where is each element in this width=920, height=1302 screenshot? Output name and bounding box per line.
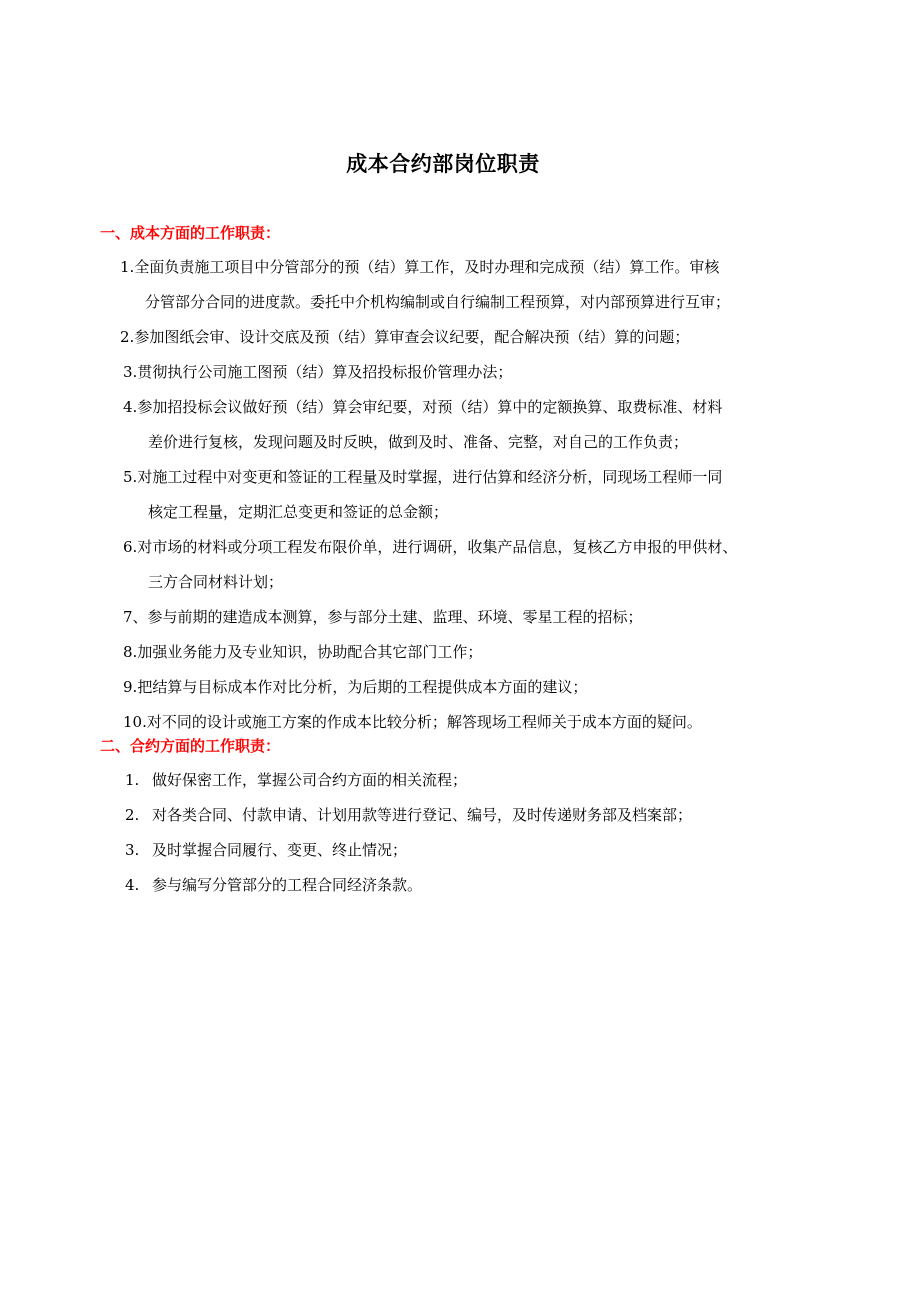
list-item bbox=[120, 250, 731, 311]
item-number: 9. bbox=[123, 678, 138, 696]
item-text-continued: 差价进行复核，发现问题及时反映，做到及时、准备、完整，对自己的工作负责； bbox=[148, 433, 689, 451]
item-text: 对不同的设计或施工方案的作成本比较分析；解答现场工程师关于成本方面的疑问。 bbox=[146, 713, 702, 731]
section-heading-contract: 二、合约方面的工作职责： bbox=[100, 737, 281, 755]
item-text: 及时掌握合同履行、变更、终止情况； bbox=[152, 841, 408, 859]
item-number: 3. bbox=[125, 841, 140, 859]
list-item bbox=[123, 670, 587, 705]
list-item bbox=[123, 355, 512, 390]
item-number: 4. bbox=[125, 876, 140, 894]
list-item bbox=[125, 833, 407, 868]
list-item bbox=[123, 390, 723, 451]
section-heading-cost: 一、成本方面的工作职责： bbox=[100, 224, 281, 242]
item-text: 做好保密工作，掌握公司合约方面的相关流程； bbox=[152, 771, 468, 789]
list-item bbox=[123, 600, 643, 635]
item-number: 2. bbox=[125, 806, 140, 824]
list-item bbox=[125, 798, 692, 833]
list-item bbox=[123, 635, 482, 670]
item-number: 7、 bbox=[123, 608, 148, 626]
item-number: 1. bbox=[120, 258, 135, 276]
item-number: 6. bbox=[123, 538, 138, 556]
item-number: 5. bbox=[123, 468, 138, 486]
item-text: 把结算与目标成本作对比分析，为后期的工程提供成本方面的建议； bbox=[137, 678, 588, 696]
item-number: 4. bbox=[123, 398, 138, 416]
item-text: 贯彻执行公司施工图预（结）算及招投标报价管理办法； bbox=[137, 363, 513, 381]
item-text: 参与编写分管部分的工程合同经济条款。 bbox=[152, 876, 423, 894]
item-number: 8. bbox=[123, 643, 138, 661]
item-number: 2. bbox=[120, 328, 135, 346]
item-text: 加强业务能力及专业知识，协助配合其它部门工作； bbox=[137, 643, 483, 661]
item-text: 对市场的材料或分项工程发布限价单，进行调研，收集产品信息，复核乙方申报的甲供材、 bbox=[137, 538, 738, 556]
list-item bbox=[123, 530, 738, 591]
list-item bbox=[120, 320, 689, 355]
item-text: 对施工过程中对变更和签证的工程量及时掌握，进行估算和经济分析，同现场工程师一同 bbox=[137, 468, 723, 486]
item-number: 3. bbox=[123, 363, 138, 381]
item-number: 10. bbox=[123, 713, 147, 731]
list-item bbox=[123, 460, 723, 521]
list-item bbox=[125, 763, 467, 798]
item-number: 1. bbox=[125, 771, 140, 789]
item-text: 参加图纸会审、设计交底及预（结）算审查会议纪要，配合解决预（结）算的问题； bbox=[134, 328, 690, 346]
item-text-continued: 核定工程量，定期汇总变更和签证的总金额； bbox=[148, 503, 449, 521]
page-title: 成本合约部岗位职责 bbox=[346, 152, 540, 176]
item-text: 对各类合同、付款申请、计划用款等进行登记、编号，及时传递财务部及档案部； bbox=[152, 806, 693, 824]
item-text: 参加招投标会议做好预（结）算会审纪要，对预（结）算中的定额换算、取费标准、材料 bbox=[137, 398, 723, 416]
item-text: 全面负责施工项目中分管部分的预（结）算工作，及时办理和完成预（结）算工作。审核 bbox=[134, 258, 720, 276]
list-item bbox=[125, 868, 422, 903]
item-text: 参与前期的建造成本测算，参与部分土建、监理、环境、零星工程的招标； bbox=[147, 608, 643, 626]
item-text-continued: 三方合同材料计划； bbox=[148, 573, 284, 591]
item-text-continued: 分管部分合同的进度款。委托中介机构编制或自行编制工程预算，对内部预算进行互审； bbox=[145, 293, 731, 311]
